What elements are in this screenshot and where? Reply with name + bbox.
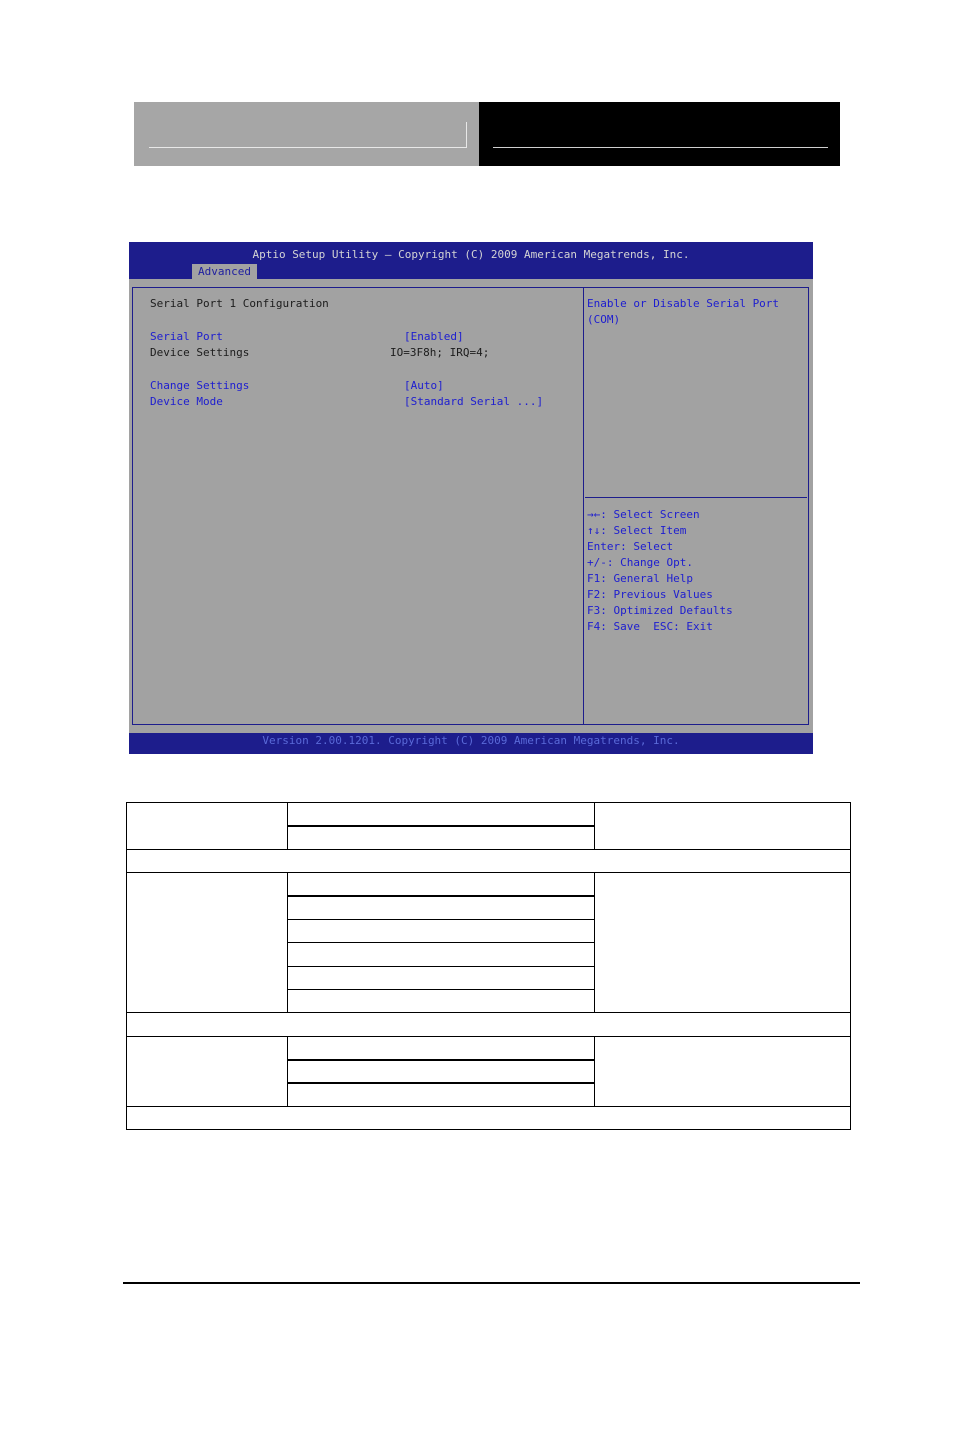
bios-help-divider bbox=[585, 497, 807, 498]
table-subrow-line bbox=[287, 919, 594, 920]
key-help-line: F4: Save ESC: Exit bbox=[587, 620, 713, 633]
table-subrow-line bbox=[287, 989, 594, 990]
key-help-line: +/-: Change Opt. bbox=[587, 556, 693, 569]
bios-footer: Version 2.00.1201. Copyright (C) 2009 American Megatrends, Inc. bbox=[262, 734, 680, 747]
key-help-line: ↑↓: Select Item bbox=[587, 524, 687, 537]
key-help-line: Enter: Select bbox=[587, 540, 674, 553]
table-row-line bbox=[126, 1106, 851, 1107]
table-subrow-line bbox=[287, 825, 594, 827]
bios-main-panel bbox=[129, 279, 813, 733]
page-heading: Serial Port 1 Configuration bbox=[150, 297, 329, 310]
setting-serial-port-label[interactable]: Serial Port bbox=[150, 330, 223, 343]
header-right-rule bbox=[493, 147, 828, 148]
table-subrow-line bbox=[287, 1082, 594, 1084]
table-row-line bbox=[126, 849, 851, 850]
tab-advanced[interactable]: Advanced bbox=[192, 264, 257, 279]
table-subrow-line bbox=[287, 966, 594, 967]
table-row-line bbox=[126, 872, 851, 873]
bios-title: Aptio Setup Utility – Copyright (C) 2009 American Megatrends, Inc. bbox=[252, 248, 690, 261]
key-help-line: →←: Select Screen bbox=[587, 508, 700, 521]
table-row-line bbox=[126, 1036, 851, 1037]
setting-change-settings-label[interactable]: Change Settings bbox=[150, 379, 250, 392]
table-col-line bbox=[287, 1036, 288, 1106]
setting-serial-port-value[interactable]: [Enabled] bbox=[404, 330, 464, 343]
table-col-line bbox=[594, 1036, 595, 1106]
table-col-line bbox=[594, 802, 595, 849]
setting-device-mode-label[interactable]: Device Mode bbox=[150, 395, 223, 408]
table-subrow-line bbox=[287, 895, 594, 897]
help-text-line: Enable or Disable Serial Port bbox=[587, 297, 780, 310]
setting-device-settings-value: IO=3F8h; IRQ=4; bbox=[390, 346, 490, 359]
key-help-line: F1: General Help bbox=[587, 572, 693, 585]
table-row-line bbox=[126, 1012, 851, 1013]
key-help-line: F2: Previous Values bbox=[587, 588, 713, 601]
table-subrow-line bbox=[287, 1059, 594, 1061]
key-help-line: F3: Optimized Defaults bbox=[587, 604, 733, 617]
header-right-bar bbox=[479, 102, 840, 166]
setting-device-settings-label: Device Settings bbox=[150, 346, 250, 359]
bios-column-divider bbox=[583, 287, 584, 725]
setting-device-mode-value[interactable]: [Standard Serial ...] bbox=[404, 395, 544, 408]
help-text-line: (COM) bbox=[587, 313, 621, 326]
footer-rule bbox=[123, 1282, 860, 1284]
table-col-line bbox=[594, 872, 595, 1012]
header-left-tick bbox=[466, 122, 467, 148]
header-left-rule bbox=[149, 147, 467, 148]
header-left-bar bbox=[134, 102, 479, 166]
table-subrow-line bbox=[287, 942, 594, 943]
bios-screen bbox=[129, 242, 813, 754]
setting-change-settings-value[interactable]: [Auto] bbox=[404, 379, 444, 392]
